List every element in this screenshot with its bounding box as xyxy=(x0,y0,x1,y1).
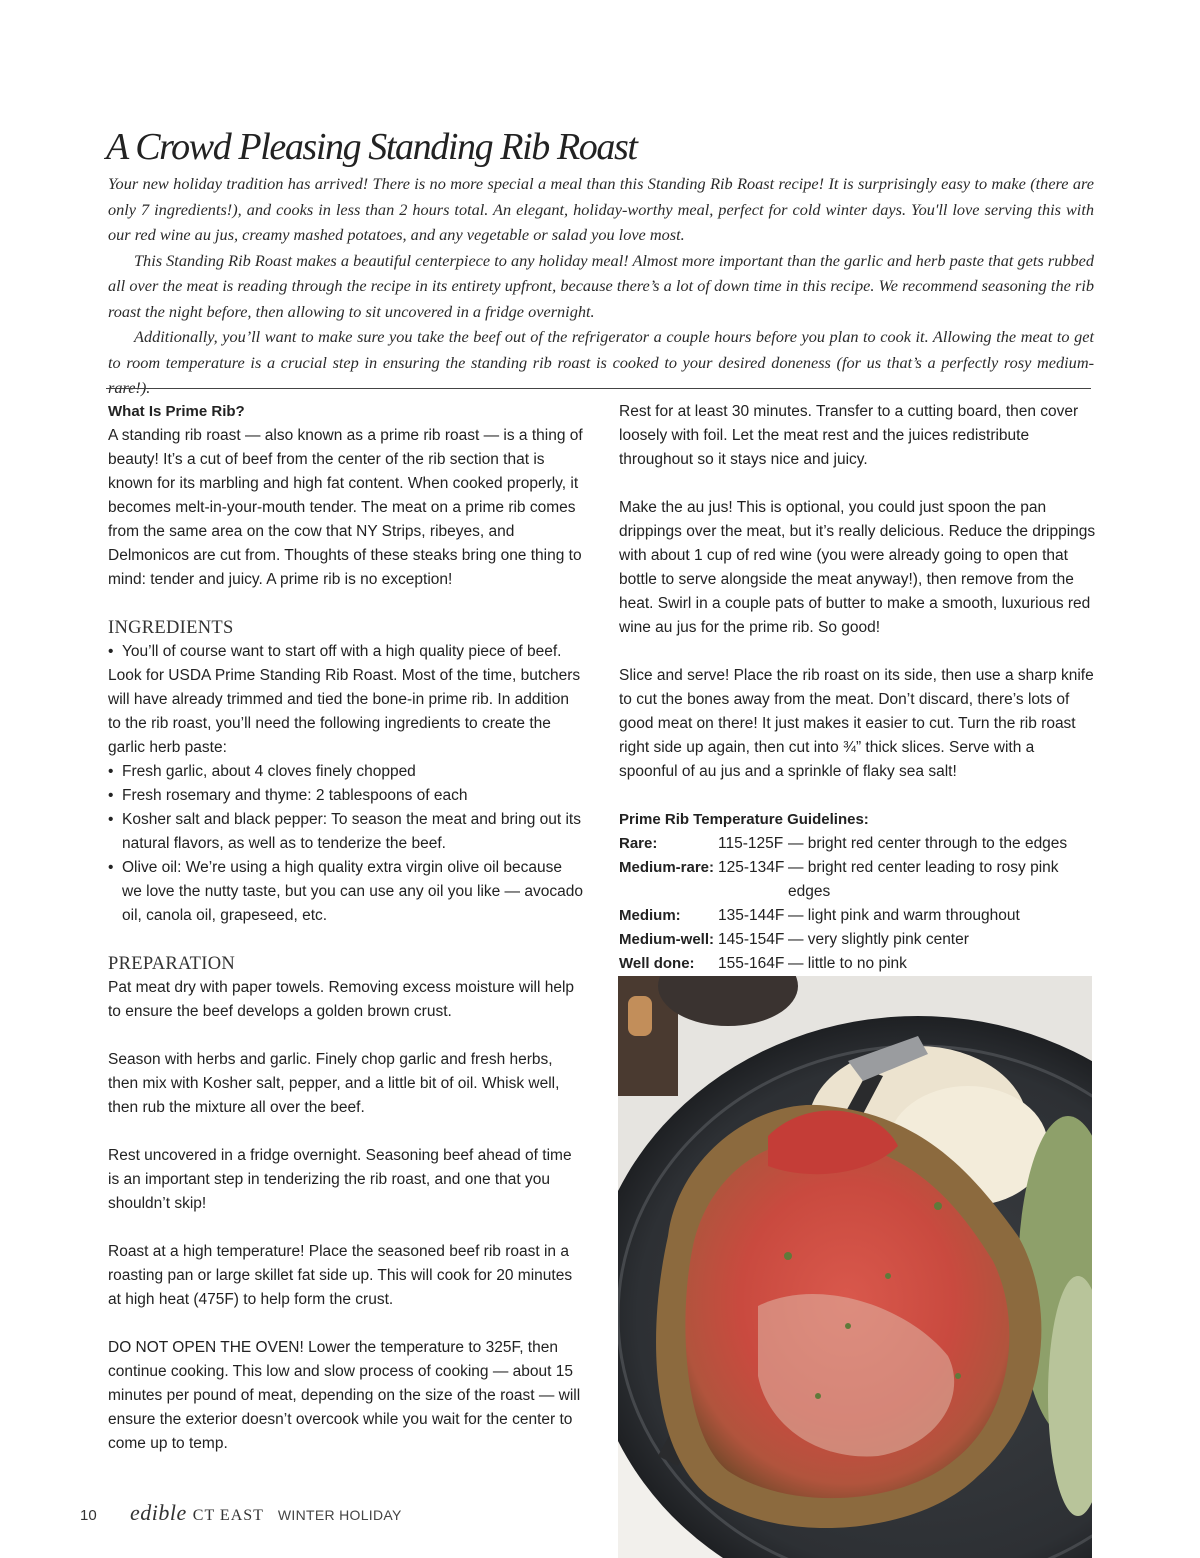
list-item: • Kosher salt and black pepper: To season the meat and bring out its natural flavors, as well as to tenderize the beef. xyxy=(108,808,586,856)
section-divider xyxy=(106,388,1091,389)
left-column xyxy=(108,400,586,1456)
temp-range: 125-134F xyxy=(718,859,785,876)
temp-desc: — very slightly pink center xyxy=(788,931,969,948)
temp-desc: — light pink and warm throughout xyxy=(788,907,1020,924)
table-row xyxy=(619,856,1097,904)
list-item: • Fresh garlic, about 4 cloves finely chopped xyxy=(108,760,586,784)
preparation-step: Pat meat dry with paper towels. Removing excess moisture will help to ensure the beef develops a golden brown crust. xyxy=(108,979,575,1020)
table-row xyxy=(619,904,1097,928)
table-row xyxy=(619,928,1097,952)
article-intro xyxy=(108,171,1094,401)
temperature-table xyxy=(619,832,1097,976)
article-title: A Crowd Pleasing Standing Rib Roast xyxy=(106,126,637,168)
prime-rib-illustration xyxy=(618,976,1092,1558)
ingredients-heading: INGREDIENTS xyxy=(108,618,234,638)
page-number: 10 xyxy=(80,1507,97,1524)
brand-region: CT EAST xyxy=(192,1507,264,1524)
page-footer xyxy=(80,1500,402,1524)
brand-name: edible xyxy=(130,1500,187,1525)
preparation-step: Rest uncovered in a fridge overnight. Seasoning beef ahead of time is an important step in tenderizing the rib roast, and one that you shouldn’t skip! xyxy=(108,1147,572,1212)
prime-rib-heading: What Is Prime Rib? xyxy=(108,403,245,420)
preparation-step: Roast at a high temperature! Place the seasoned beef rib roast in a roasting pan or large skillet fat side up. This will cook for 20 minutes at high heat (475F) to help form the crust. xyxy=(108,1243,573,1308)
preparation-step: Rest for at least 30 minutes. Transfer to a cutting board, then cover loosely with foil. Let the meat rest and the juices redistribute throughout so it stays nice and juicy. xyxy=(619,403,1079,468)
preparation-step: Make the au jus! This is optional, you could just spoon the pan drippings over the meat, but it’s really delicious. Reduce the drippings with about 1 cup of red wine (you were already going to open that bottle to serve alongside the meat anyway!), then remove from the heat. Swirl in a couple pats of butter to make a smooth, luxurious red wine au jus for the prime rib. So good! xyxy=(619,499,1096,636)
temp-level: Well done: xyxy=(619,955,695,972)
table-row xyxy=(619,832,1097,856)
temp-desc: — bright red center through to the edges xyxy=(788,835,1068,852)
preparation-step: Season with herbs and garlic. Finely chop garlic and fresh herbs, then mix with Kosher salt, pepper, and a little bit of oil. Whisk well, then rub the mixture all over the beef. xyxy=(108,1051,560,1116)
intro-paragraph: Your new holiday tradition has arrived! There is no more special a meal than this Standing Rib Roast recipe! It is surprisingly easy to make (there are only 7 ingredients!), and cooks in less than 2 hours total. An elegant, holiday-worthy meal, perfect for cold winter days. You'll love serving this with our red wine au jus, creamy mashed potatoes, and any vegetable or salad you love most. xyxy=(108,174,1094,244)
list-item: • Olive oil: We’re using a high quality extra virgin olive oil because we love the nutty taste, but you can use any oil you like — avocado oil, canola oil, grapeseed, etc. xyxy=(108,856,586,928)
right-column xyxy=(619,400,1097,976)
preparation-step: DO NOT OPEN THE OVEN! Lower the temperature to 325F, then continue cooking. This low and slow process of cooking — about 15 minutes per pound of meat, depending on the size of the roast — will ensure the exterior doesn’t overcook while you wait for the center to come up to temp. xyxy=(108,1339,581,1452)
temp-level: Medium: xyxy=(619,907,681,924)
temp-range: 145-154F xyxy=(718,931,785,948)
ingredients-intro-bullet: • You’ll of course want to start off with a high quality piece of beef. xyxy=(108,640,586,664)
ingredients-intro: Look for USDA Prime Standing Rib Roast. Most of the time, butchers will have already trimmed and tied the bone-in prime rib. In addition to the rib roast, you’ll need the following ingredients to create the garlic herb paste: xyxy=(108,667,581,756)
preparation-step: Slice and serve! Place the rib roast on its side, then use a sharp knife to cut the bones away from the meat. Don’t discard, there’s lots of good meat on there! It just makes it easier to cut. Turn the rib roast right side up again, then cut into ¾” thick slices. Serve with a spoonful of au jus and a sprinkle of flaky sea salt! xyxy=(619,667,1094,780)
temp-desc: — little to no pink xyxy=(788,955,907,972)
ingredients-list xyxy=(108,760,586,928)
temp-level: Medium-rare: xyxy=(619,859,715,876)
temp-level: Medium-well: xyxy=(619,931,715,948)
preparation-heading: PREPARATION xyxy=(108,954,236,974)
intro-paragraph: Additionally, you’ll want to make sure you take the beef out of the refrigerator a couple hours before you plan to cook it. Allowing the meat to get to room temperature is a crucial step in ensuring the standing rib roast is cooked to your desired doneness (for us that’s a perfectly rosy medium-rare!). xyxy=(108,327,1094,397)
temp-range: 135-144F xyxy=(718,907,785,924)
prime-rib-body: A standing rib roast — also known as a prime rib roast — is a thing of beauty! It’s a cut of beef from the center of the rib section that is known for its marbling and high fat content. When cooked properly, it becomes melt-in-your-mouth tender. The meat on a prime rib comes from the same area on the cow that NY Strips, ribeyes, and Delmonicos are cut from. Thoughts of these steaks bring one thing to mind: tender and juicy. A prime rib is no exception! xyxy=(108,427,583,588)
temp-range: 155-164F xyxy=(718,955,785,972)
table-row xyxy=(619,952,1097,976)
temperature-heading: Prime Rib Temperature Guidelines: xyxy=(619,811,869,828)
issue-name: WINTER HOLIDAY xyxy=(277,1507,402,1523)
prime-rib-photo xyxy=(618,976,1092,1558)
temp-desc: — bright red center leading to rosy pink edges xyxy=(788,859,1059,900)
temp-level: Rare: xyxy=(619,835,658,852)
intro-paragraph: This Standing Rib Roast makes a beautiful centerpiece to any holiday meal! Almost more important than the garlic and herb paste that gets rubbed all over the meat is reading through the recipe in its entirety upfront, because there’s a lot of down time in this recipe. We recommend seasoning the rib roast the night before, then allowing to sit uncovered in a fridge overnight. xyxy=(108,250,1094,321)
temp-range: 115-125F xyxy=(718,835,784,852)
list-item: • Fresh rosemary and thyme: 2 tablespoons of each xyxy=(108,784,586,808)
